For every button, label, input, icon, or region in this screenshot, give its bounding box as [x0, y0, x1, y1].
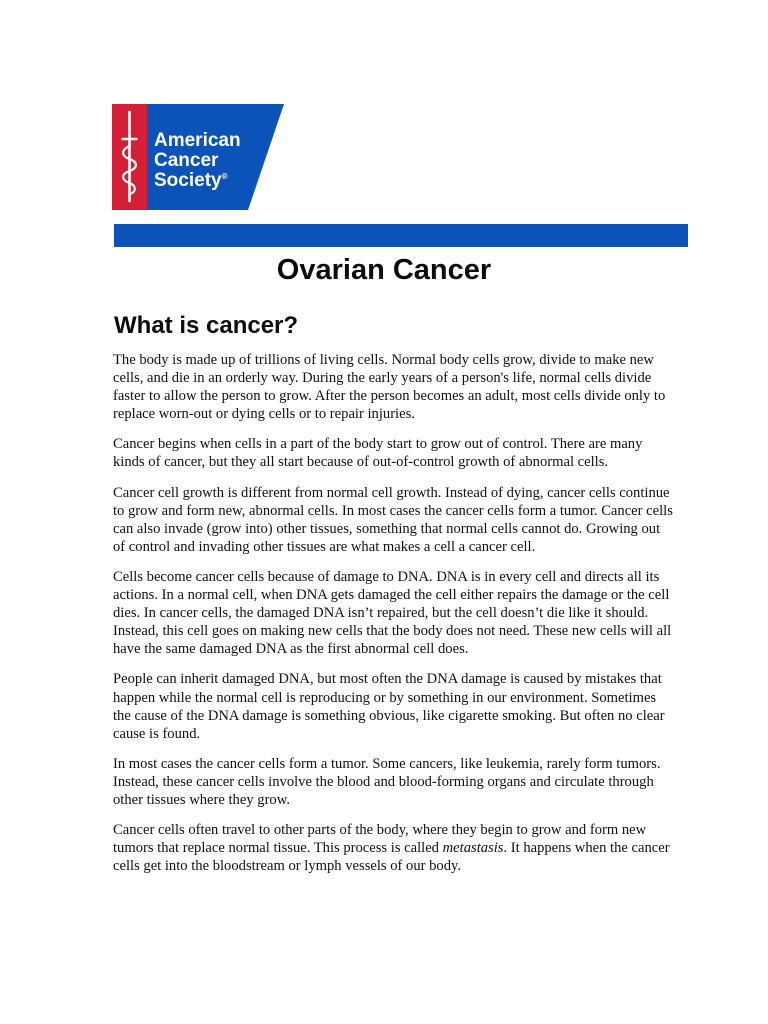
paragraph: In most cases the cancer cells form a tumor. Some cancers, like leukemia, rarely form tumors. Instead, these cancer cells involve the blood and blood-forming organs and circulate through other tissues where they grow.: [113, 755, 661, 808]
registered-mark: ®: [221, 172, 228, 181]
section-heading: What is cancer?: [114, 312, 299, 339]
paragraph: Cells become cancer cells because of damage to DNA. DNA is in every cell and directs all its actions. In a normal cell, when DNA gets damaged the cell either repairs the damage or the cell dies. In cancer cells, the damaged DNA isn’t repaired, but the cell doesn’t die like it should. Instead, this cell goes on making new cells that the body does not need. These new cells will all have the same damaged DNA as the first abnormal cell does.: [113, 568, 672, 658]
logo-line-3-text: Society: [154, 170, 222, 191]
logo-line-1: American: [154, 130, 241, 151]
paragraph-part: Cancer cells often travel to other parts of the body, where they begin to grow and form new tumors that replace normal tissue. This process is called: [113, 822, 647, 857]
american-cancer-society-logo: [112, 104, 284, 210]
page-title: Ovarian Cancer: [276, 254, 492, 286]
body-text: [113, 351, 673, 887]
paragraph: Cancer begins when cells in a part of the body start to grow out of control. There are many kinds of cancer, but they all start because of out-of-control growth of abnormal cells.: [113, 436, 643, 471]
paragraph-part: . It happens when the cancer cells get into the bloodstream or lymph vessels of our body.: [113, 840, 670, 875]
logo-line-2: Cancer: [154, 150, 219, 171]
header-color-bar: [114, 224, 688, 247]
logo-line-3: [154, 170, 228, 191]
paragraph: Cancer cell growth is different from normal cell growth. Instead of dying, cancer cells continue to grow and form new, abnormal cells. In most cases the cancer cells form a tumor. Cancer cells can also invade (grow into) other tissues, something that normal cells cannot do. Growing out of control and invading other tissues are what makes a cell a cancer cell.: [113, 484, 673, 555]
paragraph: People can inherit damaged DNA, but most often the DNA damage is caused by mistakes that happen while the normal cell is reproducing or by something in our environment. Sometimes the cause of the DNA damage is something obvious, like cigarette smoking. But often no clear cause is found.: [113, 671, 665, 742]
paragraph: The body is made up of trillions of living cells. Normal body cells grow, divide to make new cells, and die in an orderly way. During the early years of a person's life, normal cells divide faster to allow the person to grow. After the person becomes an adult, most cells divide only to replace worn-out or dying cells or to repair injuries.: [113, 352, 666, 423]
paragraph-metastasis: [113, 821, 673, 875]
emphasized-term: metastasis: [442, 840, 504, 857]
